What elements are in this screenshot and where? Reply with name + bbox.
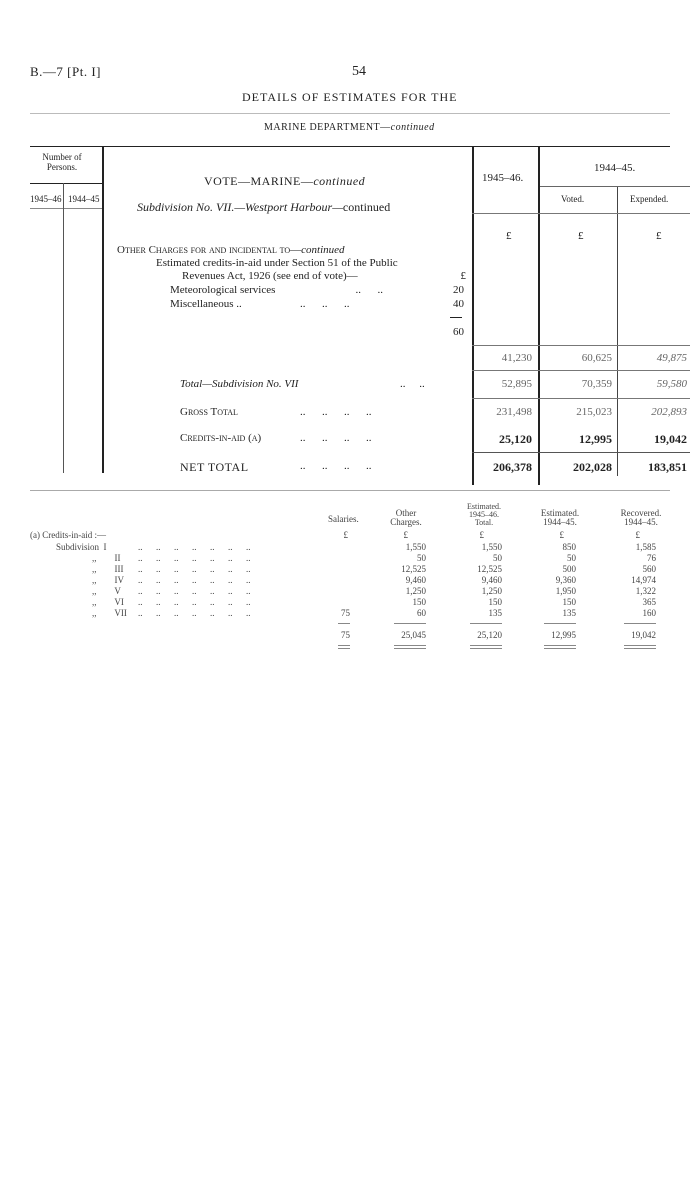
table-bottom-rule bbox=[30, 490, 670, 491]
fn-row-total: 50 bbox=[493, 553, 502, 563]
fn-row-total: 150 bbox=[488, 597, 502, 607]
department-name: MARINE DEPARTMENT— bbox=[264, 122, 391, 133]
fn-salaries-double-rule bbox=[338, 645, 350, 646]
fn-row-label: Subdivision I bbox=[56, 542, 107, 552]
fn-row-salaries: 75 bbox=[341, 608, 350, 618]
fn-other-double-rule bbox=[394, 645, 426, 646]
fn-row-total: 12,525 bbox=[477, 564, 502, 574]
fn-row-estimated: 135 bbox=[562, 608, 576, 618]
fn-row-label: ,, III bbox=[92, 564, 124, 574]
row2-top-rule bbox=[472, 398, 690, 399]
fn-pound-total: £ bbox=[479, 530, 484, 540]
expended-header: Expended. bbox=[630, 194, 669, 204]
item-miscellaneous-leaders: .. .. .. bbox=[300, 298, 350, 310]
credits-in-aid-leaders: .. .. .. .. bbox=[300, 432, 372, 444]
other-charges-label: Other Charges for and incidental to— bbox=[117, 244, 302, 256]
fn-title: (a) Credits-in-aid :— bbox=[30, 530, 106, 540]
fn-salaries-double-rule-2 bbox=[338, 648, 350, 649]
items-subtotal-rule bbox=[450, 317, 462, 318]
fn-row-other: 1,550 bbox=[405, 542, 426, 552]
fn-row-total: 1,550 bbox=[481, 542, 502, 552]
fn-header-salaries: Salaries. bbox=[328, 514, 359, 524]
page-title: DETAILS OF ESTIMATES FOR THE bbox=[242, 90, 458, 104]
persons-header: Number of Persons. bbox=[42, 152, 82, 172]
credits-line-2: Revenues Act, 1926 (see end of vote)— bbox=[182, 270, 358, 282]
fn-total-double-rule bbox=[470, 645, 502, 646]
fn-recovered-sum-rule bbox=[624, 623, 656, 624]
fn-row-label: ,, VII bbox=[92, 608, 127, 618]
row0-expended: 49,875 bbox=[656, 352, 687, 364]
row0-voted: 60,625 bbox=[581, 352, 612, 364]
fn-row-total: 9,460 bbox=[481, 575, 502, 585]
fn-row-other: 1,250 bbox=[405, 586, 426, 596]
voted-col-divider bbox=[617, 186, 618, 476]
fn-row-label: ,, VI bbox=[92, 597, 124, 607]
persons-year-previous: 1944–45 bbox=[68, 194, 100, 204]
gross-total-label: Gross Total bbox=[180, 406, 238, 418]
net-total-label: NET TOTAL bbox=[180, 460, 249, 474]
table-top-rule bbox=[30, 146, 670, 147]
persons-right-border bbox=[102, 146, 104, 473]
fn-total-sum-rule bbox=[470, 623, 502, 624]
gross-total-leaders: .. .. .. .. bbox=[300, 406, 372, 418]
item-miscellaneous-label: Miscellaneous .. bbox=[170, 298, 242, 310]
row3-voted: 12,995 bbox=[579, 432, 612, 446]
row4-est: 206,378 bbox=[493, 460, 532, 474]
row2-expended: 202,893 bbox=[651, 406, 687, 418]
subdivision-name: Subdivision No. VII.—Westport Harbour— bbox=[137, 200, 343, 214]
persons-rule bbox=[30, 183, 104, 184]
fn-row-other: 150 bbox=[412, 597, 426, 607]
fn-pound-other: £ bbox=[403, 530, 408, 540]
voted-currency: £ bbox=[578, 230, 584, 242]
expended-currency: £ bbox=[656, 230, 662, 242]
fn-row-other: 12,525 bbox=[401, 564, 426, 574]
row1-voted: 70,359 bbox=[581, 378, 612, 390]
row1-top-rule bbox=[472, 370, 690, 371]
fn-row-total: 1,250 bbox=[481, 586, 502, 596]
est-currency: £ bbox=[506, 230, 512, 242]
row4-top-rule bbox=[472, 452, 690, 453]
fn-row-estimated: 1,950 bbox=[555, 586, 576, 596]
credits-line-1: Estimated credits-in-aid under Section 51 of the Public bbox=[156, 257, 398, 269]
fn-header-estimated: Estimated. 1944–45. bbox=[540, 508, 580, 527]
fn-row-recovered: 1,322 bbox=[635, 586, 656, 596]
fn-row-dots: .. .. .. .. .. .. .. bbox=[138, 597, 251, 607]
fn-total-recovered: 19,042 bbox=[631, 630, 656, 640]
subdivision-total-leaders: .. .. bbox=[400, 378, 425, 390]
fn-row-estimated: 500 bbox=[562, 564, 576, 574]
prev-year-rule bbox=[540, 186, 690, 187]
fn-row-total: 135 bbox=[488, 608, 502, 618]
subdivision-continued: continued bbox=[342, 200, 391, 214]
credits-pound: £ bbox=[460, 270, 466, 282]
fn-recovered-double-rule-2 bbox=[624, 648, 656, 649]
fn-row-dots: .. .. .. .. .. .. .. bbox=[138, 564, 251, 574]
fn-row-label: ,, V bbox=[92, 586, 121, 596]
subdivision-total-label: Total—Subdivision No. VII bbox=[180, 378, 299, 390]
fn-header-recovered: Recovered. 1944–45. bbox=[620, 508, 662, 527]
department-title bbox=[264, 122, 435, 133]
other-charges-continued: continued bbox=[301, 244, 345, 256]
vote-title-continued: continued bbox=[313, 174, 366, 188]
fn-header-estimated-total: Estimated. 1945–46. Total. bbox=[467, 502, 501, 527]
fn-row-recovered: 160 bbox=[642, 608, 656, 618]
page-number: 54 bbox=[352, 64, 366, 79]
row4-expended: 183,851 bbox=[648, 460, 687, 474]
fn-row-other: 60 bbox=[417, 608, 426, 618]
fn-row-estimated: 850 bbox=[562, 542, 576, 552]
fn-estimated-double-rule-2 bbox=[544, 648, 576, 649]
subdivision-title bbox=[137, 200, 390, 215]
fn-row-dots: .. .. .. .. .. .. .. bbox=[138, 542, 251, 552]
department-continued: continued bbox=[390, 122, 435, 133]
fn-row-dots: .. .. .. .. .. .. .. bbox=[138, 586, 251, 596]
fn-total-estimated: 12,995 bbox=[551, 630, 576, 640]
row1-expended: 59,580 bbox=[656, 378, 687, 390]
item-meteorological-leaders: .. .. bbox=[350, 284, 383, 296]
persons-divider bbox=[63, 183, 64, 473]
fn-row-label: ,, II bbox=[92, 553, 121, 563]
row0-top-rule bbox=[472, 345, 690, 346]
other-charges-heading bbox=[117, 244, 345, 256]
fn-row-recovered: 365 bbox=[642, 597, 656, 607]
fn-total-other: 25,045 bbox=[401, 630, 426, 640]
title-rule bbox=[30, 113, 670, 114]
item-meteorological-amount: 20 bbox=[453, 284, 464, 296]
row0-est: 41,230 bbox=[501, 352, 532, 364]
fn-total-total: 25,120 bbox=[477, 630, 502, 640]
fn-row-estimated: 150 bbox=[562, 597, 576, 607]
fn-other-double-rule-2 bbox=[394, 648, 426, 649]
fn-total-salaries: 75 bbox=[341, 630, 350, 640]
net-total-leaders: .. .. .. .. bbox=[300, 460, 372, 472]
persons-subrule bbox=[30, 208, 104, 209]
header-bottom-rule bbox=[472, 213, 690, 214]
row2-est: 231,498 bbox=[496, 406, 532, 418]
row4-voted: 202,028 bbox=[573, 460, 612, 474]
fn-row-dots: .. .. .. .. .. .. .. bbox=[138, 575, 251, 585]
credits-in-aid-label: Credits-in-aid (a) bbox=[180, 432, 262, 444]
fn-header-other: Other Charges. bbox=[390, 508, 422, 527]
est-year-header: 1945–46. bbox=[482, 172, 524, 184]
fn-pound-recovered: £ bbox=[635, 530, 640, 540]
fn-salaries-sum-rule bbox=[338, 623, 350, 624]
fn-estimated-double-rule bbox=[544, 645, 576, 646]
fn-pound-estimated: £ bbox=[559, 530, 564, 540]
fn-row-dots: .. .. .. .. .. .. .. bbox=[138, 553, 251, 563]
page-ref: B.—7 [Pt. I] bbox=[30, 64, 101, 79]
fn-row-dots: .. .. .. .. .. .. .. bbox=[138, 608, 251, 618]
fn-row-recovered: 14,974 bbox=[631, 575, 656, 585]
fn-row-label: ,, IV bbox=[92, 575, 124, 585]
fn-row-estimated: 9,360 bbox=[555, 575, 576, 585]
row3-expended: 19,042 bbox=[654, 432, 687, 446]
voted-header: Voted. bbox=[561, 194, 585, 204]
row3-est: 25,120 bbox=[499, 432, 532, 446]
row2-voted: 215,023 bbox=[576, 406, 612, 418]
fn-total-double-rule-2 bbox=[470, 648, 502, 649]
item-meteorological-label: Meteorological services bbox=[170, 284, 276, 296]
prev-year-header: 1944–45. bbox=[594, 162, 636, 174]
fn-recovered-double-rule bbox=[624, 645, 656, 646]
fn-pound-salaries: £ bbox=[343, 530, 348, 540]
fn-row-recovered: 76 bbox=[647, 553, 656, 563]
fn-row-recovered: 1,585 bbox=[635, 542, 656, 552]
fn-row-other: 50 bbox=[417, 553, 426, 563]
fn-row-estimated: 50 bbox=[567, 553, 576, 563]
fn-estimated-sum-rule bbox=[544, 623, 576, 624]
persons-year-current: 1945–46 bbox=[30, 194, 62, 204]
fn-row-other: 9,460 bbox=[405, 575, 426, 585]
vote-title bbox=[204, 174, 365, 189]
fn-row-recovered: 560 bbox=[642, 564, 656, 574]
items-subtotal: 60 bbox=[453, 326, 464, 338]
item-miscellaneous-amount: 40 bbox=[453, 298, 464, 310]
row1-est: 52,895 bbox=[501, 378, 532, 390]
fn-other-sum-rule bbox=[394, 623, 426, 624]
vote-title-main: VOTE—MARINE— bbox=[204, 174, 314, 188]
